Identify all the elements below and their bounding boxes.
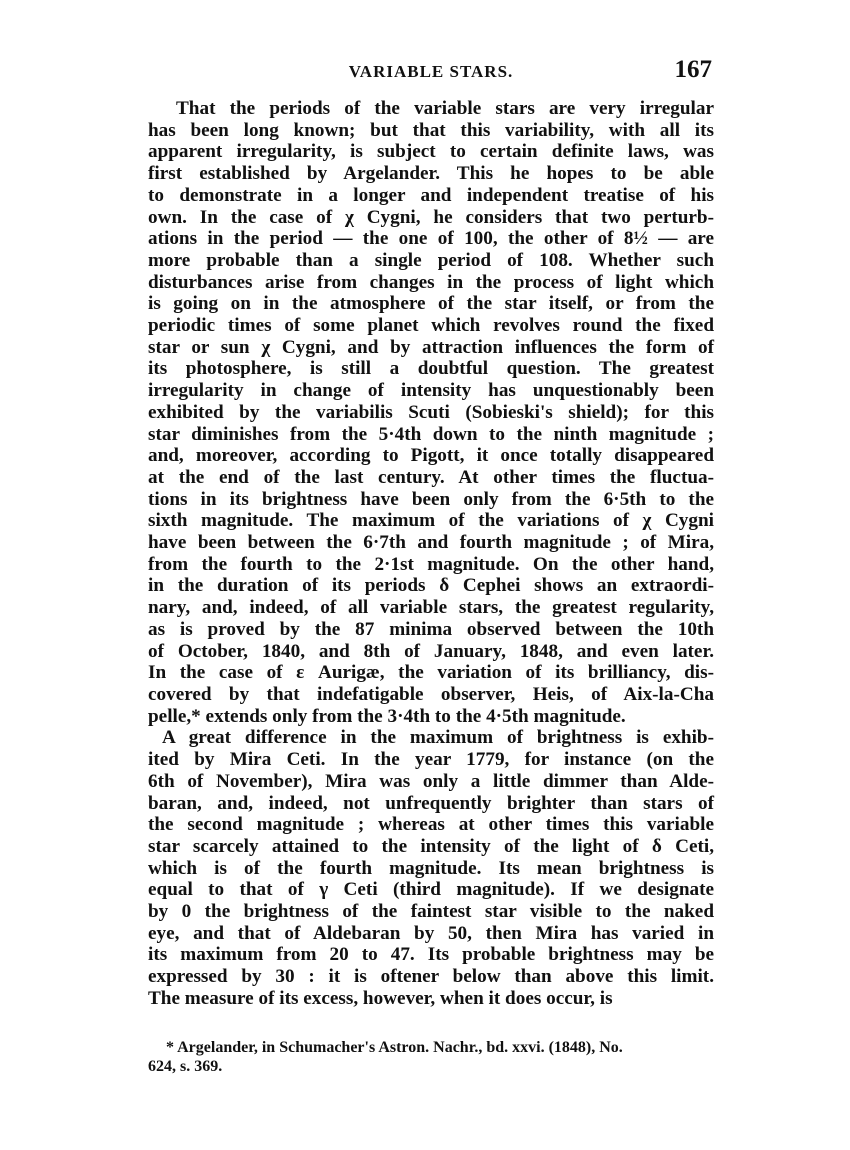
text-line: The measure of its excess, however, when it does occur, is xyxy=(148,987,613,1009)
text-line: That the periods of the variable stars are very irregular xyxy=(176,98,714,119)
text-line: A great difference in the maximum of brightness is exhib- xyxy=(162,727,714,749)
text-line: star scarcely attained to the intensity of the light of δ Ceti, xyxy=(148,835,714,857)
text-line: first established by Argelander. This he hopes to be able xyxy=(148,163,714,185)
text-line: apparent irregularity, is subject to certain definite laws, was xyxy=(148,141,714,163)
text-line: which is of the fourth magnitude. Its mean brightness is xyxy=(148,857,714,879)
text-line: baran, and, indeed, not unfrequently brighter than stars of xyxy=(148,792,714,814)
text-line: ations in the period — the one of 100, the other of 8½ — are xyxy=(148,228,714,250)
text-line: has been long known; but that this variability, with all its xyxy=(148,119,714,141)
text-line: irregularity in change of intensity has unquestionably been xyxy=(148,380,714,402)
text-line: by 0 the brightness of the faintest star visible to the naked xyxy=(148,901,714,923)
text-line: as is proved by the 87 minima observed between the 10th xyxy=(148,618,714,640)
text-line: tions in its brightness have been only from the 6·5th to the xyxy=(148,488,714,510)
text-line: equal to that of γ Ceti (third magnitude). If we designate xyxy=(148,879,714,901)
text-line: and, moreover, according to Pigott, it once totally disappeared xyxy=(148,445,714,467)
text-line: of October, 1840, and 8th of January, 1848, and even later. xyxy=(148,640,714,662)
text-line: star diminishes from the 5·4th down to the ninth magnitude ; xyxy=(148,423,714,445)
text-line: covered by that indefatigable observer, Heis, of Aix-la-Cha xyxy=(148,683,714,705)
footnote xyxy=(148,1038,714,1076)
text-line: have been between the 6·7th and fourth magnitude ; of Mira, xyxy=(148,532,714,554)
text-line: to demonstrate in a longer and independent treatise of his xyxy=(148,184,714,206)
footnote-line: 624, s. 369. xyxy=(148,1058,223,1075)
text-line: eye, and that of Aldebaran by 50, then Mira has varied in xyxy=(148,922,714,944)
text-line: the second magnitude ; whereas at other times this variable xyxy=(148,814,714,836)
text-line: 6th of November), Mira was only a little dimmer than Alde- xyxy=(148,770,714,792)
text-line: its maximum from 20 to 47. Its probable brightness may be xyxy=(148,944,714,966)
text-line: pelle,* extends only from the 3·4th to the 4·5th magnitude. xyxy=(148,705,626,727)
text-line: star or sun χ Cygni, and by attraction influences the form of xyxy=(148,336,714,358)
text-line: is going on in the atmosphere of the star itself, or from the xyxy=(148,293,714,315)
running-title: VARIABLE STARS. xyxy=(348,62,514,81)
text-line: ited by Mira Ceti. In the year 1779, for instance (on the xyxy=(148,749,714,771)
page-header xyxy=(150,56,712,86)
text-line: disturbances arise from changes in the process of light which xyxy=(148,271,714,293)
text-line: sixth magnitude. The maximum of the variations of χ Cygni xyxy=(148,510,714,532)
text-line: nary, and, indeed, of all variable stars, the greatest regularity, xyxy=(148,597,714,619)
footnote-line: * Argelander, in Schumacher's Astron. Nachr., bd. xxvi. (1848), No. xyxy=(166,1039,623,1056)
text-line: In the case of ε Aurigæ, the variation of its brilliancy, dis- xyxy=(148,662,714,684)
text-line: exhibited by the variabilis Scuti (Sobieski's shield); for this xyxy=(148,401,714,423)
text-line: own. In the case of χ Cygni, he considers that two perturb- xyxy=(148,206,714,228)
text-line: more probable than a single period of 108. Whether such xyxy=(148,249,714,271)
text-line: in the duration of its periods δ Cephei shows an extraordi- xyxy=(148,575,714,597)
text-line: at the end of the last century. At other times the fluctua- xyxy=(148,466,714,488)
text-line: periodic times of some planet which revolves round the fixed xyxy=(148,315,714,337)
page-number: 167 xyxy=(674,56,712,83)
text-line: from the fourth to the 2·1st magnitude. On the other hand, xyxy=(148,553,714,575)
body-text xyxy=(148,98,714,1010)
text-line: its photosphere, is still a doubtful question. The greatest xyxy=(148,358,714,380)
text-line: expressed by 30 : it is oftener below than above this limit. xyxy=(148,966,714,988)
